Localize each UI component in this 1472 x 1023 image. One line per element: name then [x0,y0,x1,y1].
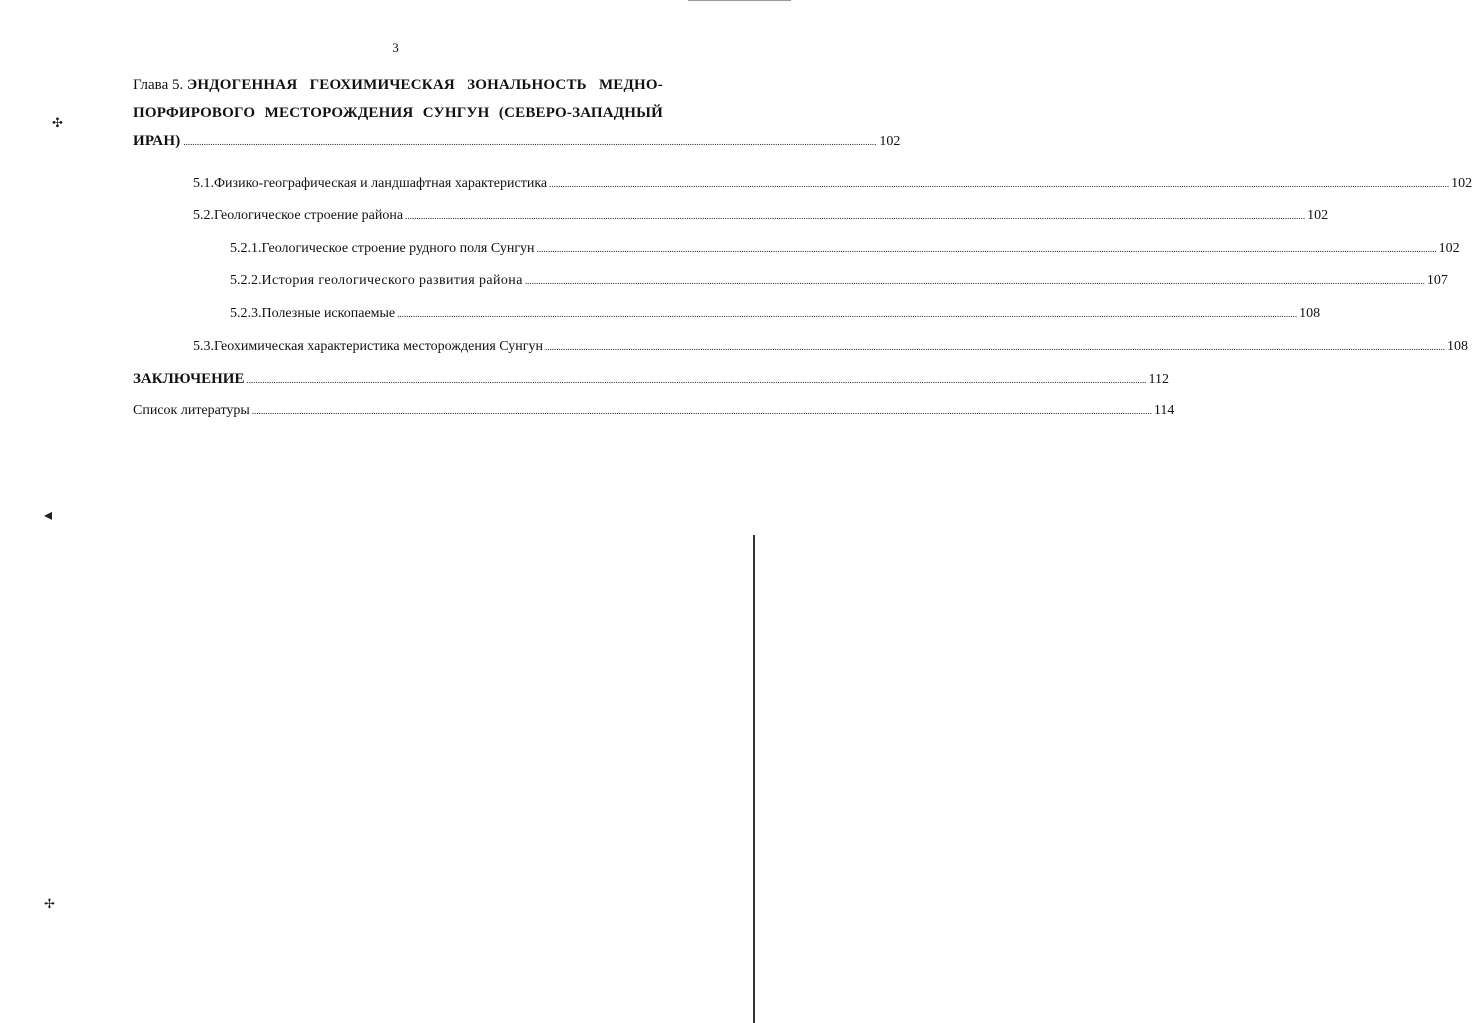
toc-entry-title: История геологического развития района [261,273,523,288]
toc-page-number: 107 [1426,273,1448,288]
heading-word: ЗОНАЛЬНОСТЬ [467,77,587,93]
toc-page-number: 102 [879,134,901,149]
heading-word: СУНГУН [422,105,490,121]
toc-entry-5-2-2[interactable] [230,272,1448,290]
toc-entry-title: Список литературы [133,403,250,418]
toc-leader-dots [397,305,1297,323]
toc-entry-5-2[interactable] [193,207,1329,225]
chapter-heading-line-2 [133,99,663,127]
toc-page-number: 112 [1148,372,1169,387]
toc-entry-references[interactable] [133,402,1175,420]
page-number: 3 [392,40,399,55]
top-edge-line [688,0,791,1]
heading-word: ГЕОХИМИЧЕСКАЯ [309,77,455,93]
toc-page-number: 102 [1307,208,1329,223]
toc-page-number: 114 [1153,403,1175,418]
toc-entry-title: Геологическое строение рудного поля Сунгун [261,241,535,256]
toc-entry-number: 5.2.2. [230,273,262,288]
toc-leader-dots [405,207,1305,225]
chapter-heading-line-1 [133,71,663,99]
toc-entry-number: 5.2. [193,208,214,223]
toc-entry-title: ЗАКЛЮЧЕНИЕ [133,371,245,387]
toc-leader-dots [545,338,1445,356]
toc-entry-title: Геологическое строение района [214,208,404,223]
heading-word: (СЕВЕРО-ЗАПАДНЫЙ [498,105,663,121]
chapter-label: Глава 5. ЭНДОГЕННАЯ [133,77,298,93]
toc-entry-5-2-3[interactable] [230,305,1321,323]
toc-leader-dots [252,402,1152,420]
toc-leader-dots [525,272,1425,290]
toc-entry-number: 5.1. [193,176,214,191]
toc-entry-5-1[interactable] [193,175,1472,193]
toc-entry-number: 5.2.3. [230,306,262,321]
heading-word: ПОРФИРОВОГО [133,105,256,121]
scan-mark-icon: ✣ [52,116,63,131]
toc-entry-title: Геохимическая характеристика месторождения Сунгун [214,339,543,354]
toc-entry-title: Физико-географическая и ландшафтная характеристика [214,176,548,191]
heading-word: МЕДНО- [598,77,663,93]
scan-mark-icon: ◂ [44,505,53,524]
heading-word: МЕСТОРОЖДЕНИЯ [264,105,414,121]
toc-page-number: 102 [1451,176,1472,191]
toc-entry-number: 5.3. [193,339,214,354]
toc-entry-conclusion[interactable] [133,370,1169,389]
scan-edge-line [753,535,755,1023]
toc-leader-dots [549,175,1449,193]
toc-page-number: 108 [1446,339,1468,354]
toc-page-number: 108 [1299,306,1321,321]
heading-word: ИРАН) [133,133,181,149]
toc-leader-dots [246,371,1146,389]
chapter-5-heading [133,71,901,156]
toc-leader-dots [537,240,1437,258]
scan-mark-icon: ✢ [44,897,55,912]
toc-entry-title: Полезные ископаемые [261,306,396,321]
toc-entry-number: 5.2.1. [230,241,262,256]
toc-leader-dots: .................................................................................................................................................................................................................................................................................................................... [183,137,877,147]
toc-entry-5-3[interactable] [193,338,1468,356]
toc-page-number: 102 [1438,241,1460,256]
chapter-heading-line-3 [133,127,901,156]
toc-entry-5-2-1[interactable] [230,240,1460,258]
